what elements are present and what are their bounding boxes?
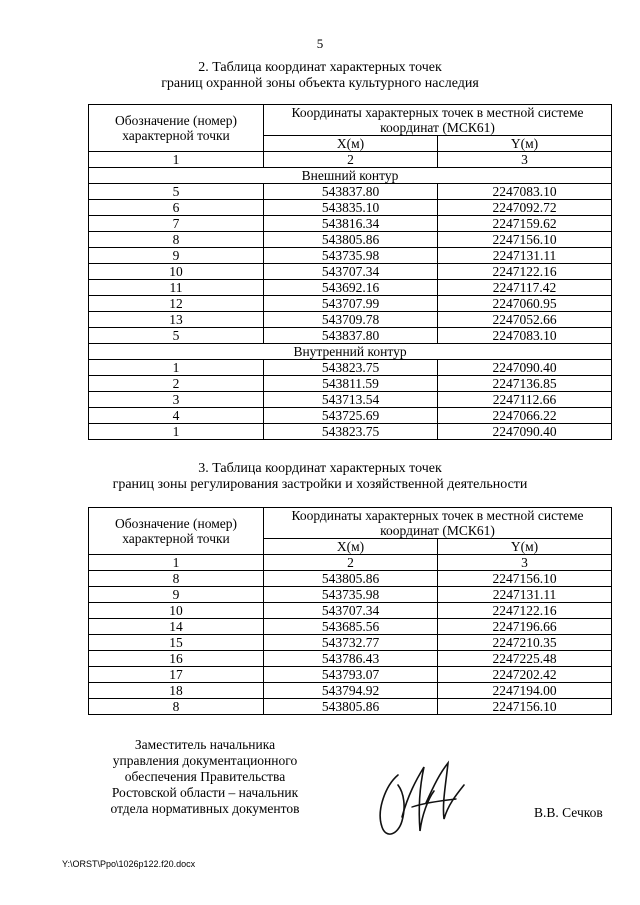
cell-point: 4	[89, 408, 264, 424]
page-number: 5	[316, 36, 324, 51]
cell-x: 543816.34	[264, 216, 438, 232]
table-row	[89, 651, 612, 667]
cell-x: 543707.34	[264, 264, 438, 280]
cell-x: 543793.07	[264, 667, 438, 683]
table-row	[89, 408, 612, 424]
header-coords: Координаты характерных точек в местной системе координат (МСК61)	[264, 508, 612, 539]
cell-y: 2247156.10	[438, 232, 612, 248]
cell-point: 6	[89, 200, 264, 216]
table-row	[89, 635, 612, 651]
column-number: 2	[264, 555, 438, 571]
column-number: 1	[89, 152, 264, 168]
cell-point: 14	[89, 619, 264, 635]
signatory-line: управления документационного	[112, 753, 298, 768]
cell-x: 543713.54	[264, 392, 438, 408]
header-y: Y(м)	[438, 136, 612, 152]
cell-point: 9	[89, 248, 264, 264]
cell-x: 543805.86	[264, 571, 438, 587]
cell-point: 10	[89, 264, 264, 280]
cell-y: 2247136.85	[438, 376, 612, 392]
signatory-line: Заместитель начальника	[134, 737, 276, 752]
cell-x: 543707.34	[264, 603, 438, 619]
cell-point: 5	[89, 184, 264, 200]
signatory-line: Ростовской области – начальник	[111, 785, 299, 800]
table-row	[89, 296, 612, 312]
signatory-line: отдела нормативных документов	[110, 801, 300, 816]
cell-x: 543823.75	[264, 424, 438, 440]
table-row	[89, 571, 612, 587]
cell-y: 2247196.66	[438, 619, 612, 635]
column-number: 3	[438, 555, 612, 571]
cell-point: 3	[89, 392, 264, 408]
section-row	[89, 344, 612, 360]
table3-title-line2: границ зоны регулирования застройки и хозяйственной деятельности	[112, 477, 528, 492]
cell-y: 2247225.48	[438, 651, 612, 667]
table3-title	[0, 461, 640, 493]
cell-x: 543823.75	[264, 360, 438, 376]
table2-title	[0, 60, 640, 92]
section-title: Внутренний контур	[89, 344, 612, 360]
cell-point: 17	[89, 667, 264, 683]
table-row	[89, 392, 612, 408]
cell-x: 543805.86	[264, 232, 438, 248]
table2-coordinates	[88, 104, 612, 440]
cell-point: 1	[89, 424, 264, 440]
cell-y: 2247131.11	[438, 587, 612, 603]
cell-x: 543835.10	[264, 200, 438, 216]
cell-point: 15	[89, 635, 264, 651]
table-row	[89, 328, 612, 344]
table2-title-line2: границ охранной зоны объекта культурного наследия	[161, 76, 479, 91]
cell-point: 16	[89, 651, 264, 667]
cell-y: 2247131.11	[438, 248, 612, 264]
header-coords: Координаты характерных точек в местной системе координат (МСК61)	[264, 105, 612, 136]
header-y: Y(м)	[438, 539, 612, 555]
cell-y: 2247156.10	[438, 699, 612, 715]
table-row	[89, 683, 612, 699]
cell-point: 8	[89, 232, 264, 248]
cell-y: 2247083.10	[438, 184, 612, 200]
cell-point: 12	[89, 296, 264, 312]
table-row	[89, 248, 612, 264]
cell-y: 2247210.35	[438, 635, 612, 651]
file-path: Y:\ORST\Ppo\1026p122.f20.docx	[62, 859, 196, 869]
cell-y: 2247112.66	[438, 392, 612, 408]
cell-y: 2247122.16	[438, 603, 612, 619]
column-number: 1	[89, 555, 264, 571]
cell-point: 1	[89, 360, 264, 376]
cell-point: 10	[89, 603, 264, 619]
cell-x: 543786.43	[264, 651, 438, 667]
column-number: 3	[438, 152, 612, 168]
cell-point: 9	[89, 587, 264, 603]
cell-point: 11	[89, 280, 264, 296]
cell-x: 543707.99	[264, 296, 438, 312]
cell-y: 2247202.42	[438, 667, 612, 683]
cell-x: 543837.80	[264, 328, 438, 344]
cell-x: 543811.59	[264, 376, 438, 392]
table-row	[89, 424, 612, 440]
cell-point: 8	[89, 571, 264, 587]
table-row	[89, 699, 612, 715]
table-row	[89, 376, 612, 392]
cell-x: 543805.86	[264, 699, 438, 715]
table-row	[89, 667, 612, 683]
signatory-position	[85, 737, 325, 817]
cell-point: 8	[89, 699, 264, 715]
cell-x: 543735.98	[264, 248, 438, 264]
table3-coordinates	[88, 507, 612, 715]
table-row	[89, 232, 612, 248]
header-point: Обозначение (номер) характерной точки	[89, 508, 264, 555]
cell-point: 7	[89, 216, 264, 232]
table-row	[89, 587, 612, 603]
cell-point: 2	[89, 376, 264, 392]
handwritten-signature	[368, 755, 473, 845]
table-header-row	[89, 105, 612, 136]
cell-y: 2247083.10	[438, 328, 612, 344]
table-row	[89, 264, 612, 280]
cell-x: 543692.16	[264, 280, 438, 296]
cell-y: 2247117.42	[438, 280, 612, 296]
cell-y: 2247092.72	[438, 200, 612, 216]
cell-y: 2247066.22	[438, 408, 612, 424]
signatory-line: обеспечения Правительства	[124, 769, 286, 784]
signatory-name: В.В. Сечков	[534, 805, 603, 820]
cell-y: 2247159.62	[438, 216, 612, 232]
header-x: X(м)	[264, 136, 438, 152]
cell-point: 5	[89, 328, 264, 344]
table3-title-line1: 3. Таблица координат характерных точек	[198, 461, 442, 476]
cell-x: 543725.69	[264, 408, 438, 424]
table-column-number-row	[89, 555, 612, 571]
cell-y: 2247090.40	[438, 424, 612, 440]
column-number: 2	[264, 152, 438, 168]
cell-y: 2247122.16	[438, 264, 612, 280]
cell-y: 2247052.66	[438, 312, 612, 328]
table-row	[89, 200, 612, 216]
table2-title-line1: 2. Таблица координат характерных точек	[198, 60, 442, 75]
table-row	[89, 312, 612, 328]
cell-x: 543794.92	[264, 683, 438, 699]
cell-x: 543837.80	[264, 184, 438, 200]
cell-x: 543685.56	[264, 619, 438, 635]
table-row	[89, 619, 612, 635]
table-row	[89, 216, 612, 232]
table-row	[89, 360, 612, 376]
cell-x: 543732.77	[264, 635, 438, 651]
cell-x: 543735.98	[264, 587, 438, 603]
table-header-row	[89, 508, 612, 539]
cell-y: 2247060.95	[438, 296, 612, 312]
cell-point: 13	[89, 312, 264, 328]
table-row	[89, 603, 612, 619]
header-point: Обозначение (номер) характерной точки	[89, 105, 264, 152]
section-row	[89, 168, 612, 184]
table-row	[89, 184, 612, 200]
cell-point: 18	[89, 683, 264, 699]
cell-y: 2247156.10	[438, 571, 612, 587]
table-row	[89, 280, 612, 296]
table-column-number-row	[89, 152, 612, 168]
section-title: Внешний контур	[89, 168, 612, 184]
cell-y: 2247090.40	[438, 360, 612, 376]
cell-x: 543709.78	[264, 312, 438, 328]
cell-y: 2247194.00	[438, 683, 612, 699]
header-x: X(м)	[264, 539, 438, 555]
